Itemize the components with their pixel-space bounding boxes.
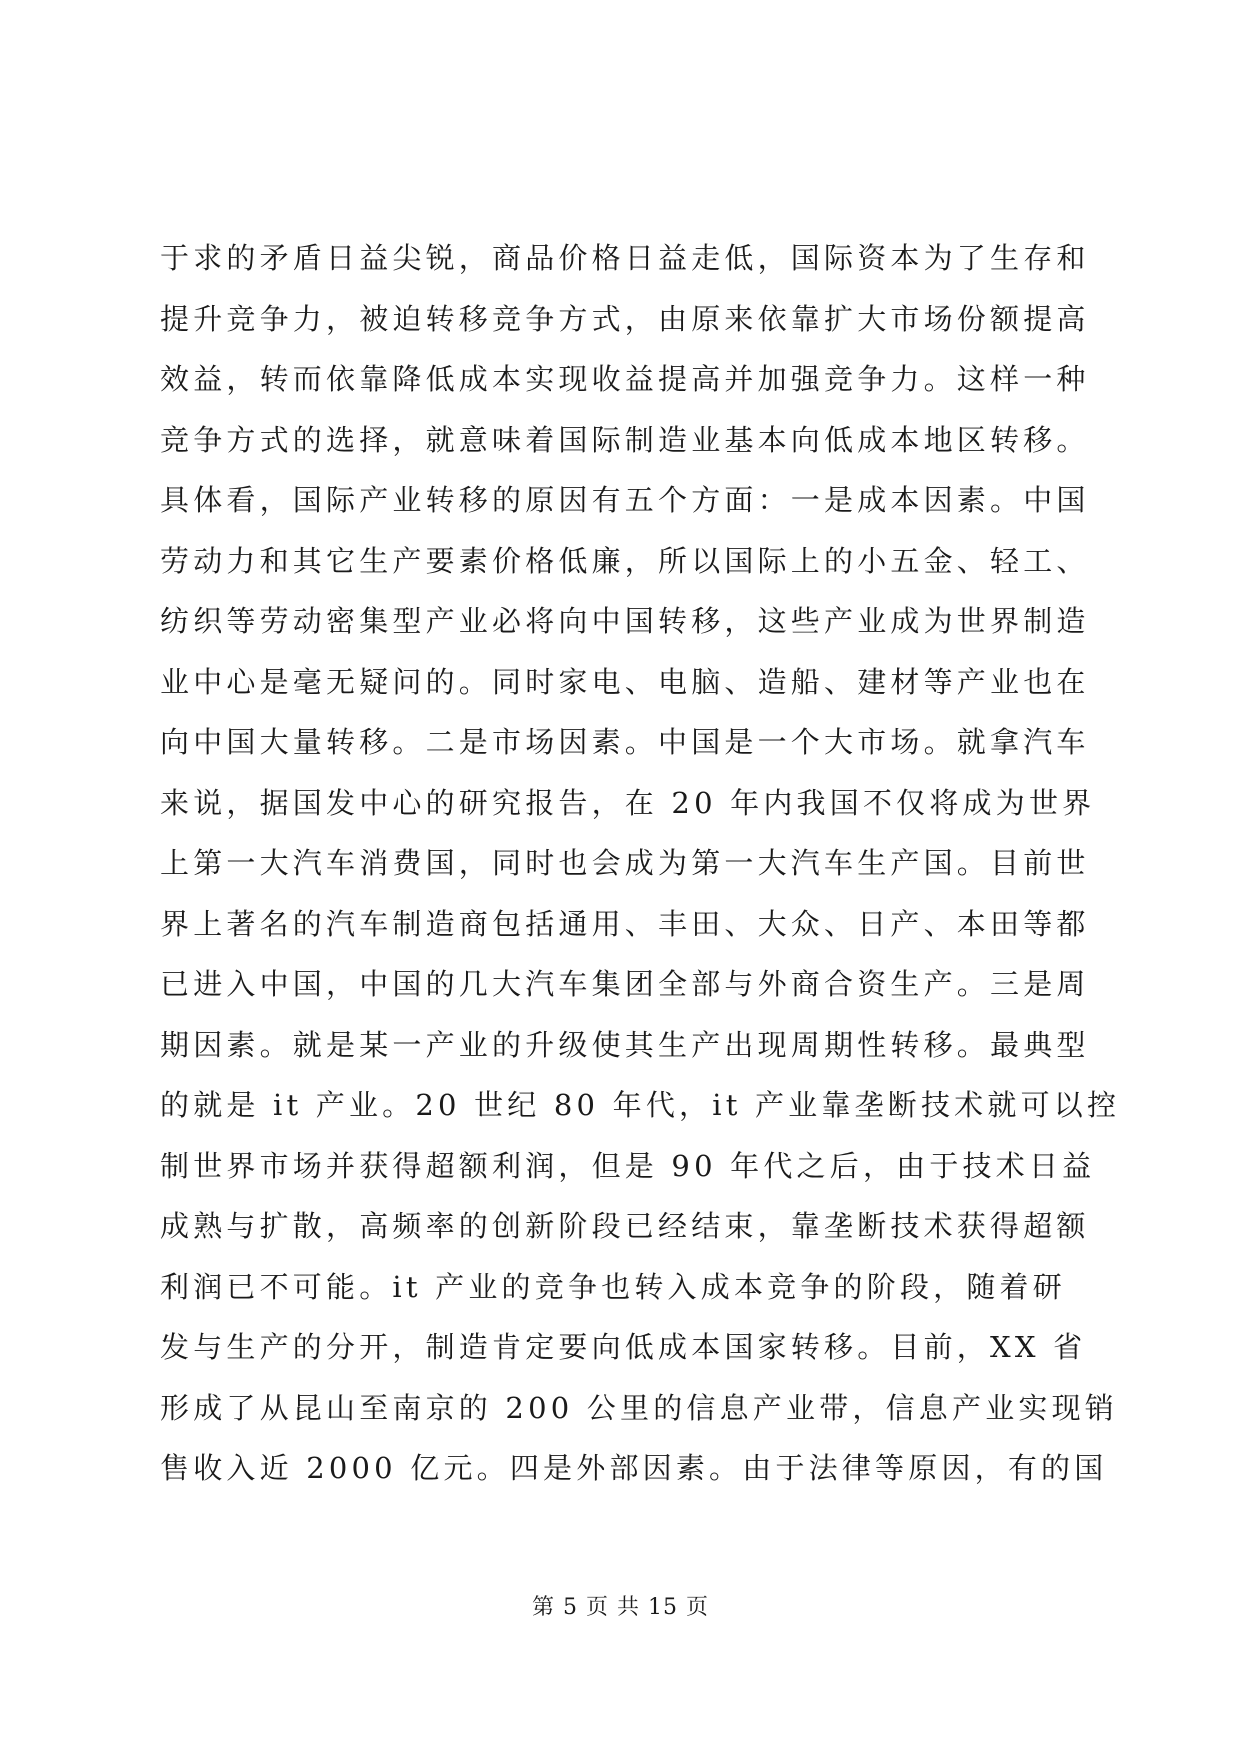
text-line: 劳动力和其它生产要素价格低廉，所以国际上的小五金、轻工、	[160, 543, 1090, 578]
text-line: 售收入近 2000 亿元。四是外部因素。由于法律等原因，有的国	[160, 1451, 1108, 1485]
text-line: 发与生产的分开，制造肯定要向低成本国家转移。目前，XX 省	[160, 1330, 1087, 1364]
text-line: 于求的矛盾日益尖锐，商品价格日益走低，国际资本为了生存和	[160, 241, 1090, 275]
text-line: 利润已不可能。it 产业的竞争也转入成本竞争的阶段，随着研	[160, 1269, 1066, 1304]
text-line: 提升竞争力，被迫转移竞争方式，由原来依靠扩大市场份额提高	[160, 301, 1090, 336]
text-line: 业中心是毫无疑问的。同时家电、电脑、造船、建材等产业也在	[160, 664, 1090, 699]
page-footer: 第 5 页 共 15 页	[532, 1595, 709, 1620]
text-line: 制世界市场并获得超额利润，但是 90 年代之后，由于技术日益	[160, 1148, 1096, 1183]
text-line: 纺织等劳动密集型产业必将向中国转移，这些产业成为世界制造	[160, 604, 1090, 638]
body-text	[160, 228, 1121, 1499]
text-line: 的就是 it 产业。20 世纪 80 年代，it 产业靠垄断技术就可以控	[160, 1088, 1121, 1122]
text-line: 期因素。就是某一产业的升级使其生产出现周期性转移。最典型	[160, 1027, 1090, 1062]
text-line: 向中国大量转移。二是市场因素。中国是一个大市场。就拿汽车	[160, 725, 1090, 759]
text-line: 上第一大汽车消费国，同时也会成为第一大汽车生产国。目前世	[160, 846, 1090, 880]
text-line: 效益，转而依靠降低成本实现收益提高并加强竞争力。这样一种	[160, 362, 1090, 396]
text-line: 来说，据国发中心的研究报告，在 20 年内我国不仅将成为世界	[160, 785, 1096, 820]
text-line: 成熟与扩散，高频率的创新阶段已经结束，靠垄断技术获得超额	[160, 1209, 1090, 1243]
text-line: 竞争方式的选择，就意味着国际制造业基本向低成本地区转移。	[160, 422, 1090, 457]
text-line: 形成了从昆山至南京的 200 公里的信息产业带，信息产业实现销	[160, 1390, 1118, 1425]
text-line: 界上著名的汽车制造商包括通用、丰田、大众、日产、本田等都	[160, 906, 1090, 941]
text-line: 具体看，国际产业转移的原因有五个方面：一是成本因素。中国	[160, 483, 1090, 517]
text-line: 已进入中国，中国的几大汽车集团全部与外商合资生产。三是周	[160, 967, 1090, 1001]
